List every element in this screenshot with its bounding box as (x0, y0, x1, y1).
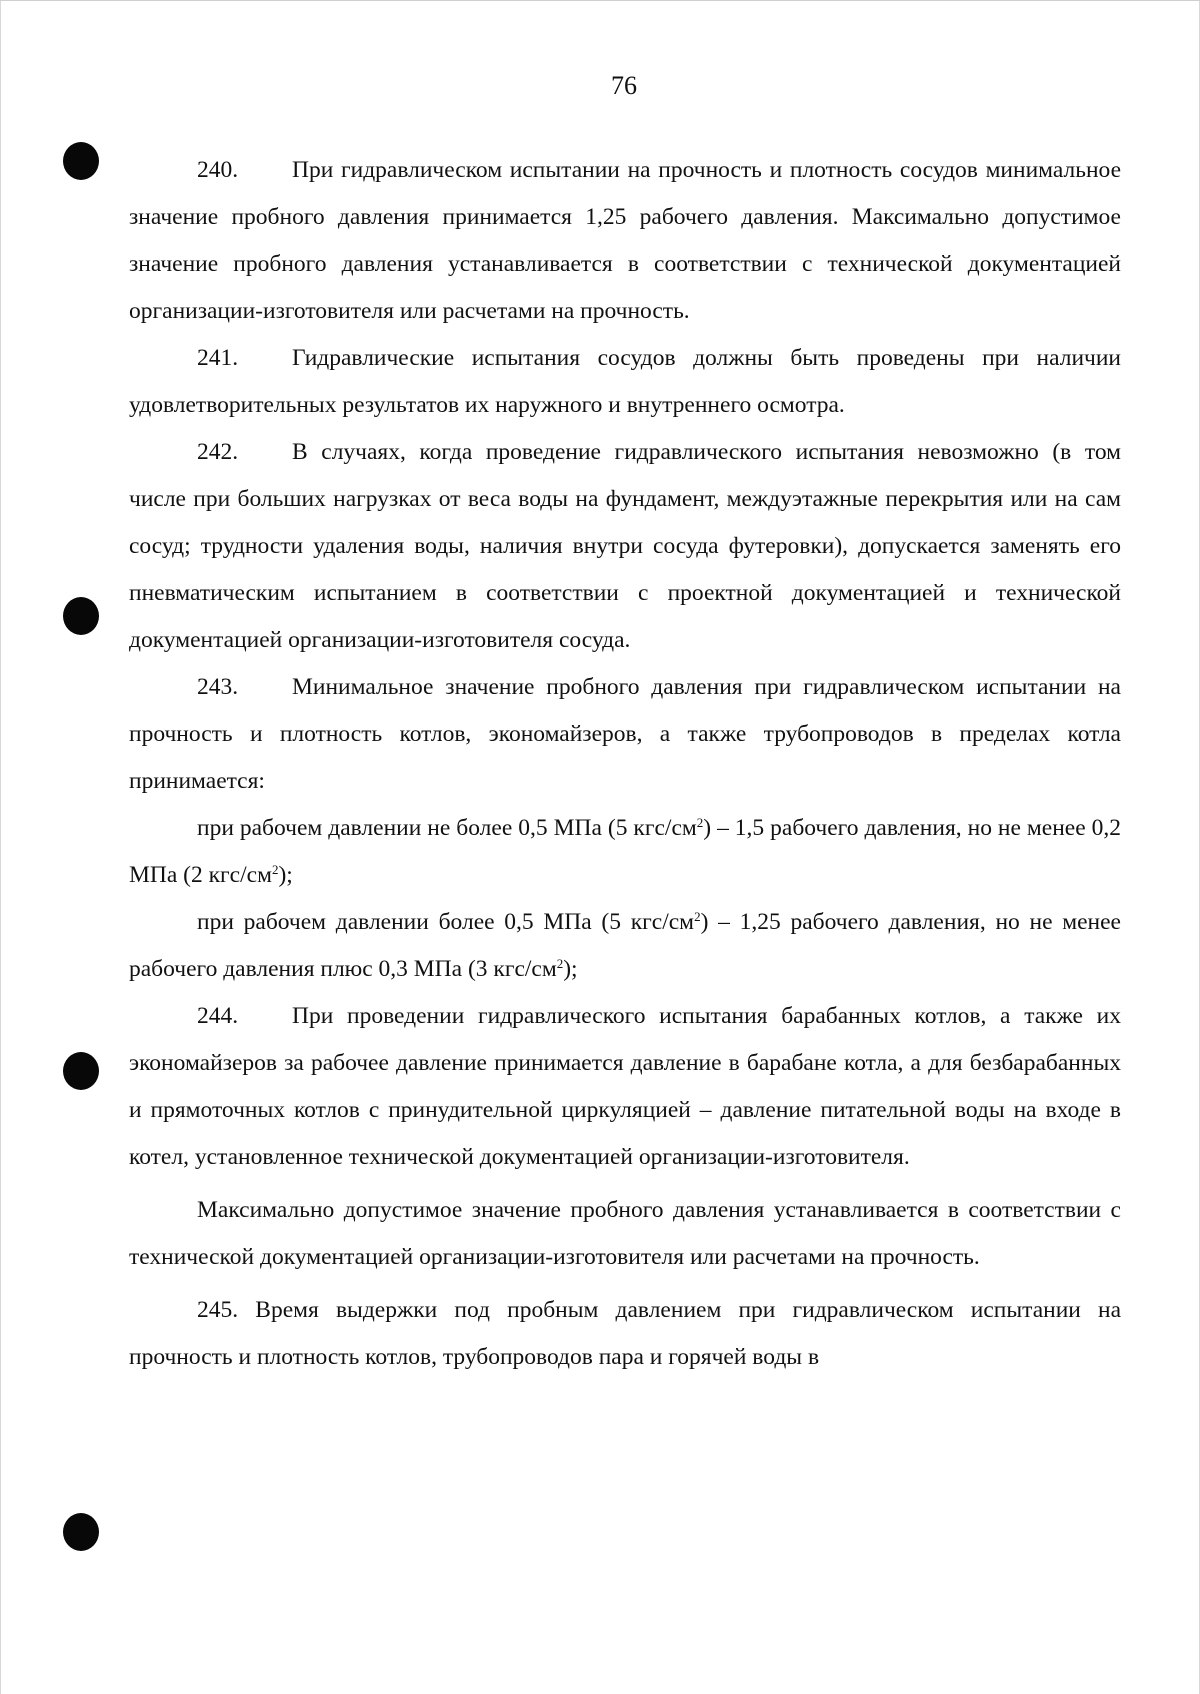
item-text: при рабочем давлении более 0,5 МПа (5 кгс/см (197, 909, 695, 935)
paragraph-number: 240. (197, 157, 239, 183)
paragraph-number: 241. (197, 345, 239, 371)
item-text: ); (278, 862, 293, 888)
superscript: 2 (556, 956, 564, 971)
paragraph-text: При проведении гидравлического испытания барабанных котлов, а также их экономайзеров за рабочее давление принимается давление в барабане котла, а для безбарабанных и прямоточных котлов с принудительной циркуляцией – давление питательной воды на входе в котел, установленное технической документацией организации-изготовителя. (129, 1003, 1121, 1170)
paragraph-243-item-b (129, 899, 1121, 993)
paragraph-243-item-a (129, 805, 1121, 899)
item-text: ) – 1,5 рабочего давления, но не менее 0,2 МПа (2 кгс/см (129, 815, 1121, 888)
punch-hole-mark (63, 1513, 99, 1551)
page-number: 76 (611, 71, 637, 100)
paragraph-text: При гидравлическом испытании на прочность и плотность сосудов минимальное значение пробного давления принимается 1,25 рабочего давления. Максимально допустимое значение пробного давления устанавливается в соответствии с технической документацией организации-изготовителя или расчетами на прочность. (129, 157, 1121, 324)
punch-hole-mark (63, 142, 99, 180)
paragraph-241 (129, 335, 1121, 429)
punch-hole-mark (63, 1052, 99, 1090)
paragraph-number: 245. (197, 1297, 239, 1323)
paragraph-245 (129, 1287, 1121, 1381)
paragraph-text: Минимальное значение пробного давления при гидравлическом испытании на прочность и плотность котлов, экономайзеров, а также трубопроводов в пределах котла принимается: (129, 674, 1121, 794)
paragraph-text: Максимально допустимое значение пробного давления устанавливается в соответствии с технической документацией организации-изготовителя или расчетами на прочность. (129, 1197, 1121, 1270)
punch-hole-mark (63, 597, 99, 635)
paragraph-number: 242. (197, 439, 239, 465)
item-text: при рабочем давлении не более 0,5 МПа (5 кгс/см (197, 815, 697, 841)
paragraph-244-continued (129, 1187, 1121, 1281)
paragraph-text: Время выдержки под пробным давлением при гидравлическом испытании на прочность и плотность котлов, трубопроводов пара и горячей воды в (129, 1297, 1122, 1370)
superscript: 2 (271, 862, 279, 877)
paragraph-number: 243. (197, 674, 239, 700)
paragraph-240 (129, 147, 1121, 335)
paragraph-243 (129, 664, 1121, 805)
paragraph-text: В случаях, когда проведение гидравлического испытания невозможно (в том числе при больших нагрузках от веса воды на фундамент, междуэтажные перекрытия или на сам сосуд; трудности удаления воды, наличия внутри сосуда футеровки), допускается заменять его пневматическим испытанием в соответствии с проектной документацией и технической документацией организации-изготовителя сосуда. (129, 439, 1121, 653)
document-body (129, 147, 1121, 1381)
paragraph-242 (129, 429, 1121, 664)
paragraph-number: 244. (197, 1003, 239, 1029)
paragraph-text: Гидравлические испытания сосудов должны быть проведены при наличии удовлетворительных результатов их наружного и внутреннего осмотра. (129, 345, 1121, 418)
paragraph-244 (129, 993, 1121, 1181)
item-text: ) – 1,25 рабочего давления, но не менее рабочего давления плюс 0,3 МПа (3 кгс/см (129, 909, 1121, 982)
superscript: 2 (696, 815, 704, 830)
item-text: ); (563, 956, 578, 982)
superscript: 2 (694, 909, 701, 924)
